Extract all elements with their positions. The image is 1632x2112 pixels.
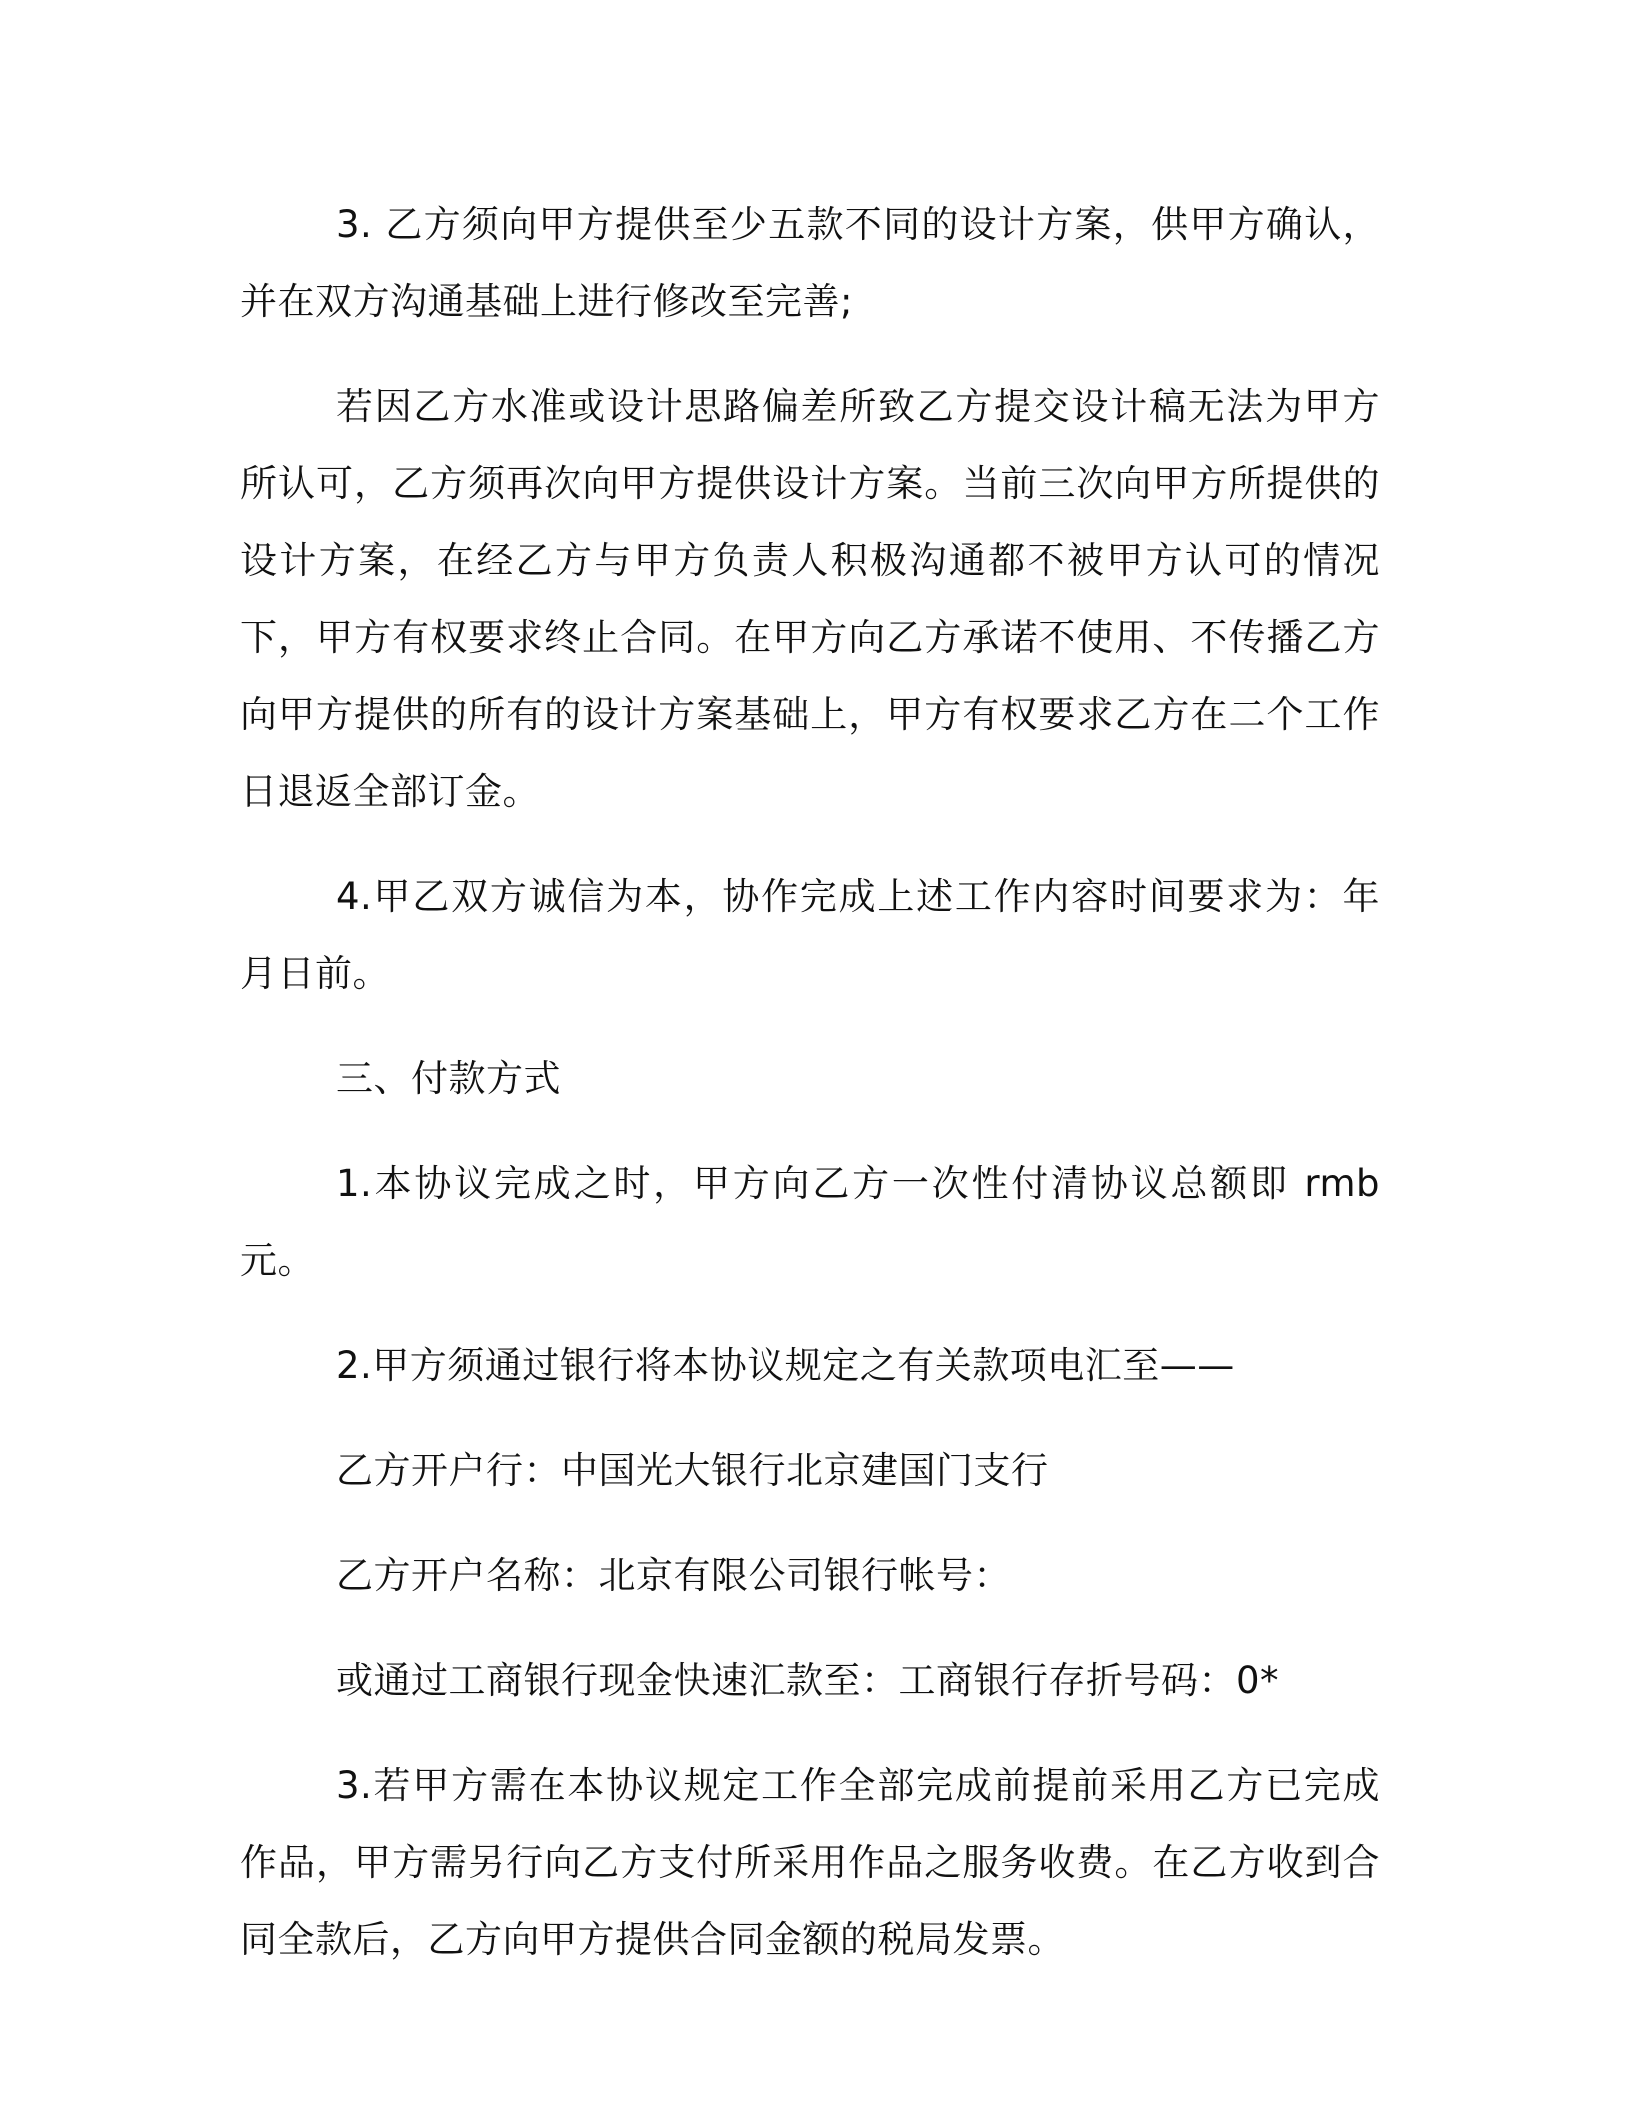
icbc-remittance-line: 或通过工商银行现金快速汇款至：工商银行存折号码：0* <box>336 1659 1280 1702</box>
section-heading-payment: 三、付款方式 <box>336 1057 561 1100</box>
clause-3-design-proposals: 3. 乙方须向甲方提供至少五款不同的设计方案，供甲方确认，并在双方沟通基础上进行修改至完善; <box>240 203 1380 323</box>
payment-clause-1: 1.本协议完成之时，甲方向乙方一次性付清协议总额即 rmb 元。 <box>240 1162 1380 1282</box>
account-name-line: 乙方开户名称：北京有限公司银行帐号： <box>336 1554 1011 1597</box>
payment-clause-2: 2.甲方须通过银行将本协议规定之有关款项电汇至—— <box>336 1344 1235 1387</box>
document-body <box>240 186 1380 2006</box>
clause-rejection-refund: 若因乙方水准或设计思路偏差所致乙方提交设计稿无法为甲方所认可，乙方须再次向甲方提供设计方案。当前三次向甲方所提供的设计方案，在经乙方与甲方负责人积极沟通都不被甲方认可的情况下，甲方有权要求终止合同。在甲方向乙方承诺不使用、不传播乙方向甲方提供的所有的设计方案基础上，甲方有权要求乙方在二个工作日退返全部订金。 <box>240 385 1380 813</box>
bank-branch-line: 乙方开户行：中国光大银行北京建国门支行 <box>336 1449 1049 1492</box>
payment-clause-3: 3.若甲方需在本协议规定工作全部完成前提前采用乙方已完成作品，甲方需另行向乙方支付所采用作品之服务收费。在乙方收到合同全款后，乙方向甲方提供合同金额的税局发票。 <box>240 1764 1380 1961</box>
clause-4-deadline: 4.甲乙双方诚信为本，协作完成上述工作内容时间要求为：年月日前。 <box>240 875 1380 995</box>
